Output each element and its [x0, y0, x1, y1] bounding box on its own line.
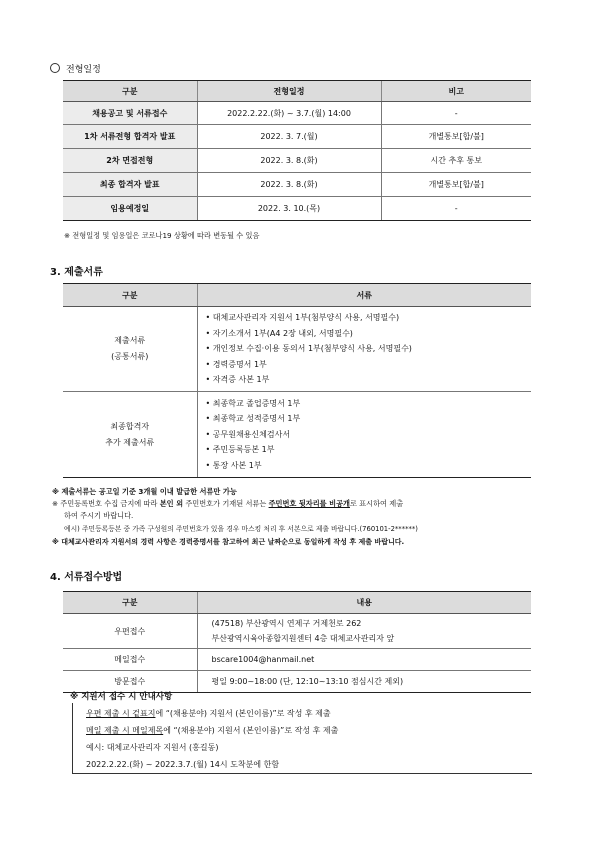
schedule-table — [63, 80, 531, 221]
list-item: • 통장 사본 1부 — [206, 458, 528, 474]
schedule-note: - — [381, 197, 531, 221]
list-item: • 경력증명서 1부 — [206, 357, 528, 373]
guide-title: ※ 지원서 접수 시 안내사항 — [70, 692, 173, 702]
schedule-stage: 최종 합격자 발표 — [63, 173, 197, 197]
documents-group-items — [197, 392, 531, 478]
guide-line-email: 메일 제출 시 메일제목에 “(채용분야) 지원서 (본인이름)”로 작성 후 제출 — [86, 726, 339, 735]
table-row — [63, 173, 531, 197]
schedule-date: 2022. 3. 8.(화) — [197, 173, 381, 197]
schedule-col-date: 전형일정 — [197, 81, 381, 102]
table-row — [63, 149, 531, 173]
submission-header-row — [63, 592, 531, 614]
table-row — [63, 307, 531, 392]
table-row — [63, 197, 531, 221]
documents-table — [63, 283, 531, 478]
submission-content: (47518) 부산광역시 연제구 거제천로 262 부산광역시육아종합지원센터 4층 대체교사관리자 앞 — [197, 614, 531, 649]
documents-col-category: 구분 — [63, 284, 197, 307]
guide-line-deadline: 2022.2.22.(화) ~ 2022.3.7.(월) 14시 도착분에 한함 — [86, 760, 280, 769]
submission-table — [63, 591, 531, 693]
list-item: • 개인정보 수집·이용 동의서 1부(첨부양식 사용, 서명필수) — [206, 341, 528, 357]
table-row — [63, 392, 531, 478]
list-item: • 최종학교 성적증명서 1부 — [206, 411, 528, 427]
schedule-stage: 채용공고 및 서류접수 — [63, 102, 197, 125]
submission-col-content: 내용 — [197, 592, 531, 614]
submission-method: 방문접수 — [63, 671, 197, 693]
schedule-header-row — [63, 81, 531, 102]
list-item: • 최종학교 졸업증명서 1부 — [206, 396, 528, 412]
guide-line-mail: 우편 제출 시 겉표지에 “(채용분야) 지원서 (본인이름)”로 작성 후 제출 — [86, 709, 331, 718]
schedule-stage: 1차 서류전형 합격자 발표 — [63, 125, 197, 149]
table-row — [63, 649, 531, 671]
list-item: • 자기소개서 1부(A4 2장 내외, 서명필수) — [206, 326, 528, 342]
schedule-heading: 전형일정 — [50, 62, 101, 75]
submission-method: 우편접수 — [63, 614, 197, 649]
submission-email: bscare1004@hanmail.net — [197, 649, 531, 671]
circle-bullet-icon — [50, 63, 60, 73]
table-row — [63, 614, 531, 649]
schedule-note: - — [381, 102, 531, 125]
guide-line-example: 예시: 대체교사관리자 지원서 (홍길동) — [86, 743, 219, 752]
table-row — [63, 125, 531, 149]
submission-content: 평일 9:00~18:00 (단, 12:10~13:10 점심시간 제외) — [197, 671, 531, 693]
documents-group-label: 최종합격자 추가 제출서류 — [63, 392, 197, 478]
documents-note-1: ※ 제출서류는 공고일 기준 3개월 이내 발급한 서류만 가능 — [52, 487, 237, 496]
table-row — [63, 102, 531, 125]
schedule-stage: 임용예정일 — [63, 197, 197, 221]
documents-note-2: ※ 주민등록번호 수집 금지에 따라 본인 외 주민번호가 기재된 서류는 주민번호 뒷자리를 비공개로 표시하여 제출 — [52, 499, 404, 508]
documents-note-3: 예시) 주민등록등본 중 가족 구성원의 주민번호가 있을 경우 마스킹 처리 후 서본으로 제출 바랍니다.(760101-2******) — [64, 525, 418, 533]
schedule-date: 2022. 3. 8.(화) — [197, 149, 381, 173]
documents-header-row — [63, 284, 531, 307]
schedule-note: 개별통보[합/불] — [381, 125, 531, 149]
list-item: • 주민등록등본 1부 — [206, 442, 528, 458]
schedule-date: 2022. 3. 7.(월) — [197, 125, 381, 149]
schedule-note: 개별통보[합/불] — [381, 173, 531, 197]
schedule-note: 시간 추후 통보 — [381, 149, 531, 173]
documents-group-label: 제출서류 (공통서류) — [63, 307, 197, 392]
documents-note-4: ※ 대체교사관리자 지원서의 경력 사항은 경력증명서를 참고하여 최근 날짜순으로 동일하게 작성 후 제출 바랍니다. — [52, 538, 405, 546]
schedule-col-stage: 구분 — [63, 81, 197, 102]
submission-col-method: 구분 — [63, 592, 197, 614]
section-title-documents: 3. 제출서류 — [50, 267, 103, 278]
section-title-submission: 4. 서류접수방법 — [50, 572, 123, 583]
list-item: • 자격증 사본 1부 — [206, 372, 528, 388]
schedule-footnote: ※ 전형일정 및 임용일은 코로나19 상황에 따라 변동될 수 있음 — [64, 231, 260, 240]
documents-note-2-cont: 하여 주시기 바랍니다. — [64, 511, 134, 520]
schedule-date: 2022.2.22.(화) ~ 3.7.(월) 14:00 — [197, 102, 381, 125]
documents-col-docs: 서류 — [197, 284, 531, 307]
schedule-col-note: 비고 — [381, 81, 531, 102]
list-item: • 공무원채용신체검사서 — [206, 427, 528, 443]
list-item: • 대체교사관리자 지원서 1부(첨부양식 사용, 서명필수) — [206, 310, 528, 326]
submission-method: 메일접수 — [63, 649, 197, 671]
schedule-date: 2022. 3. 10.(목) — [197, 197, 381, 221]
schedule-stage: 2차 면접전형 — [63, 149, 197, 173]
documents-group-items — [197, 307, 531, 392]
